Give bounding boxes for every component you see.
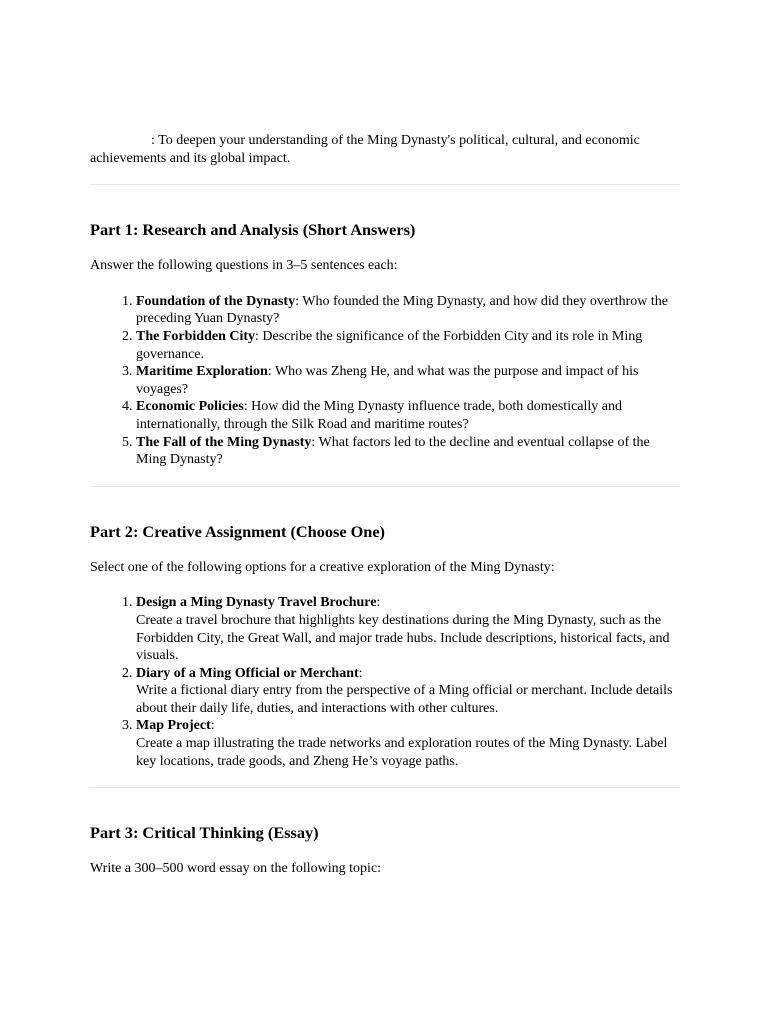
question-text: : Describe the significance of the Forbidden City and its role in Ming governance.	[136, 328, 643, 362]
section-divider	[90, 787, 680, 788]
question-term: The Forbidden City	[136, 328, 256, 344]
option-title: Map Project	[136, 718, 211, 734]
document-content	[90, 132, 680, 878]
list-item	[136, 717, 680, 770]
option-colon: :	[376, 595, 381, 611]
list-item	[136, 594, 680, 664]
question-term: Maritime Exploration	[136, 364, 268, 380]
option-colon: :	[210, 718, 215, 734]
question-text: : How did the Ming Dynasty influence trade, both domestically and internationally, through the Silk Road and maritime routes?	[136, 399, 623, 432]
question-text: : Who was Zheng He, and what was the purpose and impact of his voyages?	[136, 364, 639, 397]
list-item	[136, 293, 680, 328]
objective-paragraph	[90, 132, 680, 167]
list-item	[136, 363, 680, 398]
question-term: The Fall of the Ming Dynasty	[136, 434, 312, 450]
list-item	[136, 434, 680, 469]
section-divider	[90, 184, 680, 185]
list-item	[136, 328, 680, 363]
part2-instructions: Select one of the following options for a creative exploration of the Ming Dynasty:	[90, 559, 555, 575]
option-colon: :	[358, 665, 363, 681]
question-term: Foundation of the Dynasty	[136, 293, 296, 309]
part2-heading: Part 2: Creative Assignment (Choose One)	[90, 521, 385, 541]
option-description: Create a map illustrating the trade networks and exploration routes of the Ming Dynasty. Label key locations, trade goods, and Zheng He’s voyage paths.	[136, 736, 668, 769]
part1-question-list	[90, 293, 680, 469]
part3-instructions: Write a 300–500 word essay on the following topic:	[90, 861, 382, 877]
part2-option-list	[90, 594, 680, 770]
option-description: Create a travel brochure that highlights key destinations during the Ming Dynasty, such as the Forbidden City, the Great Wall, and major trade hubs. Include descriptions, historical facts, and visuals.	[136, 612, 670, 664]
objective-text: : To deepen your understanding of the Ming Dynasty's political, cultural, and economic achievements and its global impact.	[90, 133, 640, 166]
option-title: Diary of a Ming Official or Merchant	[136, 665, 359, 681]
option-description: Write a fictional diary entry from the perspective of a Ming official or merchant. Include details about their daily life, duties, and interactions with other cultures.	[136, 683, 673, 716]
question-text: : What factors led to the decline and eventual collapse of the Ming Dynasty?	[136, 434, 650, 468]
question-text: : Who founded the Ming Dynasty, and how did they overthrow the preceding Yuan Dynasty?	[136, 293, 668, 327]
part1-instructions: Answer the following questions in 3–5 sentences each:	[90, 258, 398, 274]
option-title: Design a Ming Dynasty Travel Brochure	[136, 595, 377, 611]
list-item	[136, 665, 680, 718]
question-term: Economic Policies	[136, 399, 244, 415]
part1-heading: Part 1: Research and Analysis (Short Answers)	[90, 220, 416, 240]
section-divider	[90, 486, 680, 487]
list-item	[136, 398, 680, 433]
part3-heading: Part 3: Critical Thinking (Essay)	[90, 823, 319, 843]
